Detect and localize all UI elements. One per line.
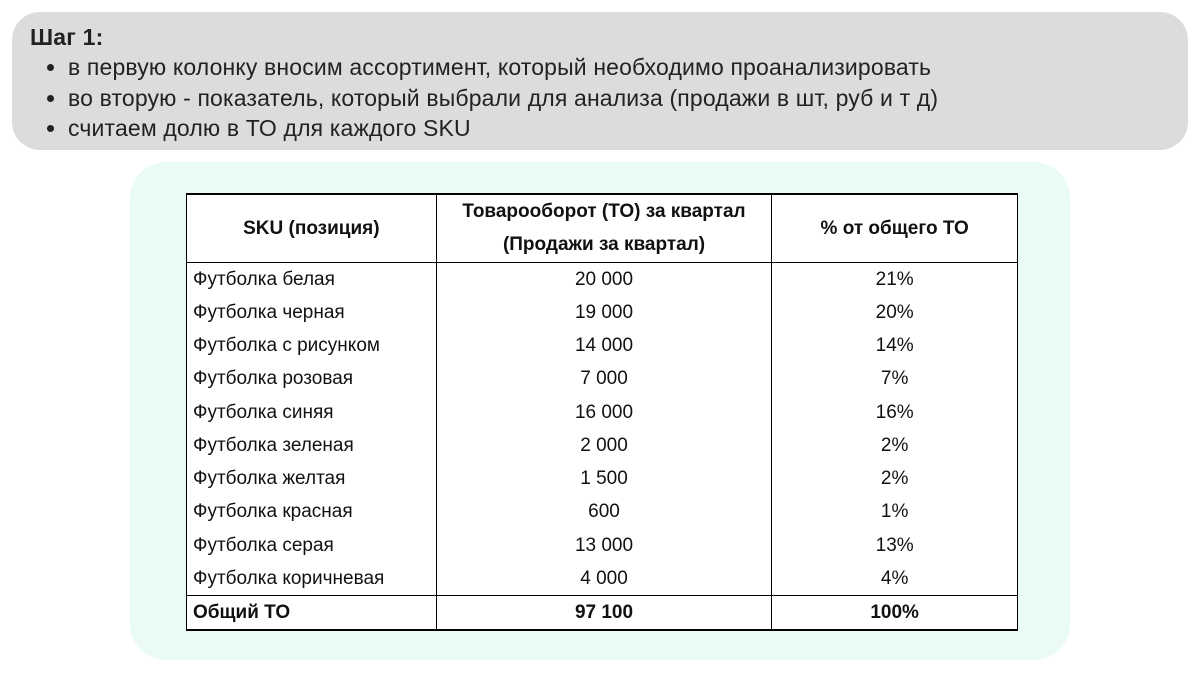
step-bullet-item xyxy=(30,83,1164,114)
cell-share: 14% xyxy=(772,329,1018,362)
total-turnover: 97 100 xyxy=(436,595,772,630)
cell-sku-name: Футболка синяя xyxy=(187,395,437,428)
cell-turnover: 20 000 xyxy=(436,262,772,296)
cell-share: 2% xyxy=(772,429,1018,462)
cell-sku-name: Футболка белая xyxy=(187,262,437,296)
cell-turnover: 13 000 xyxy=(436,529,772,562)
cell-turnover: 2 000 xyxy=(436,429,772,462)
cell-sku-name: Футболка красная xyxy=(187,495,437,528)
cell-turnover: 1 500 xyxy=(436,462,772,495)
step-bullet-item xyxy=(30,113,1164,144)
cell-sku-name: Футболка коричневая xyxy=(187,562,437,596)
cell-sku-name: Футболка желтая xyxy=(187,462,437,495)
step-bullet-list xyxy=(30,52,1164,144)
table-row xyxy=(187,562,1018,596)
cell-sku-name: Футболка зеленая xyxy=(187,429,437,462)
cell-sku-name: Футболка серая xyxy=(187,529,437,562)
cell-turnover: 16 000 xyxy=(436,395,772,428)
cell-share: 21% xyxy=(772,262,1018,296)
cell-turnover: 19 000 xyxy=(436,296,772,329)
bullet-dot-icon xyxy=(47,125,54,132)
step-bullet-text: считаем долю в ТО для каждого SKU xyxy=(68,115,471,141)
step-bullet-item xyxy=(30,52,1164,83)
table-row xyxy=(187,429,1018,462)
header-turnover-line2: (Продажи за квартал) xyxy=(502,234,706,256)
cell-share: 13% xyxy=(772,529,1018,562)
cell-share: 2% xyxy=(772,462,1018,495)
table-row xyxy=(187,495,1018,528)
bullet-dot-icon xyxy=(47,64,54,71)
header-turnover-line1: Товарооборот (ТО) за квартал xyxy=(462,201,746,223)
cell-turnover: 4 000 xyxy=(436,562,772,596)
cell-share: 20% xyxy=(772,296,1018,329)
header-sku: SKU (позиция) xyxy=(187,194,437,262)
cell-share: 16% xyxy=(772,395,1018,428)
cell-turnover: 600 xyxy=(436,495,772,528)
step-bullet-text: во вторую - показатель, который выбрали для анализа (продажи в шт, руб и т д) xyxy=(68,84,939,111)
cell-turnover: 14 000 xyxy=(436,329,772,362)
table-total-row xyxy=(187,595,1018,630)
cell-sku-name: Футболка розовая xyxy=(187,362,437,395)
step-bullet-text: в первую колонку вносим ассортимент, который необходимо проанализировать xyxy=(68,54,932,80)
bullet-dot-icon xyxy=(47,95,54,102)
table-row xyxy=(187,462,1018,495)
total-share: 100% xyxy=(772,595,1018,630)
cell-share: 4% xyxy=(772,562,1018,596)
step-note xyxy=(12,12,1188,150)
sku-turnover-table xyxy=(186,193,1018,631)
table-header-row xyxy=(187,194,1018,262)
step-title: Шаг 1: xyxy=(30,24,104,50)
cell-sku-name: Футболка черная xyxy=(187,296,437,329)
total-label: Общий ТО xyxy=(187,595,437,630)
header-share: % от общего ТО xyxy=(772,194,1018,262)
cell-share: 7% xyxy=(772,362,1018,395)
table-row xyxy=(187,362,1018,395)
table-row xyxy=(187,329,1018,362)
table-row xyxy=(187,529,1018,562)
cell-share: 1% xyxy=(772,495,1018,528)
table-row xyxy=(187,262,1018,296)
table-row xyxy=(187,395,1018,428)
table-row xyxy=(187,296,1018,329)
header-turnover xyxy=(436,194,772,262)
cell-sku-name: Футболка с рисунком xyxy=(187,329,437,362)
cell-turnover: 7 000 xyxy=(436,362,772,395)
